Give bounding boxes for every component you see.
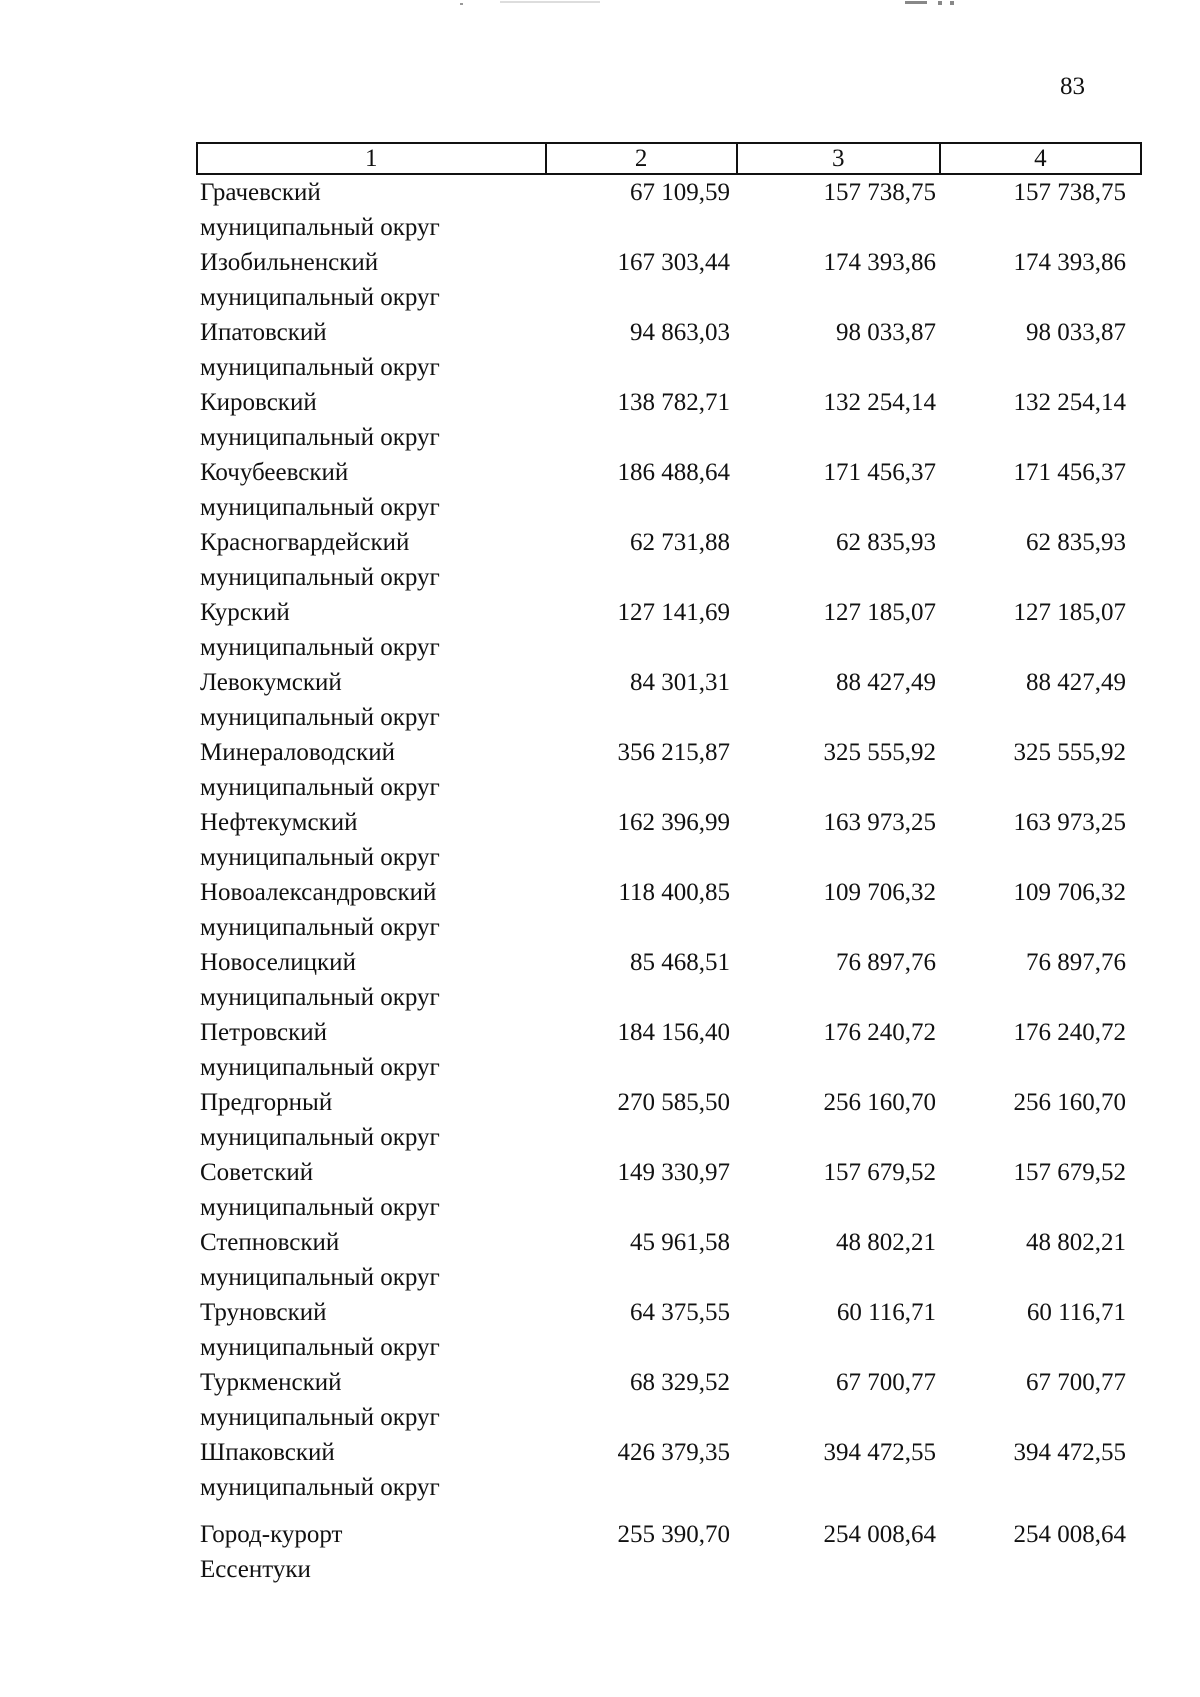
municipality-name-line2: муниципальный округ xyxy=(200,494,440,521)
value-column-4: 67 700,77 xyxy=(1026,1369,1126,1396)
municipality-name xyxy=(196,315,546,385)
municipality-name-line1: Петровский xyxy=(200,1019,328,1046)
municipality-name-line1: Туркменский xyxy=(200,1369,342,1396)
municipality-name-line1: Грачевский xyxy=(200,179,321,206)
table-row xyxy=(196,1435,1142,1505)
municipality-name-line1: Красногвардейский xyxy=(200,529,410,556)
value-column-4: 176 240,72 xyxy=(1013,1019,1126,1046)
value-column-2: 184 156,40 xyxy=(617,1019,730,1046)
municipality-name-line2: муниципальный округ xyxy=(200,284,440,311)
municipality-name xyxy=(196,385,546,455)
value-column-4: 256 160,70 xyxy=(1013,1089,1126,1116)
table-row xyxy=(196,1295,1142,1365)
municipality-name-line2: муниципальный округ xyxy=(200,1404,440,1431)
municipality-name xyxy=(196,1365,546,1435)
value-column-2: 62 731,88 xyxy=(630,529,730,556)
municipality-name-line1: Предгорный xyxy=(200,1089,333,1116)
table-row xyxy=(196,1155,1142,1225)
value-column-4: 62 835,93 xyxy=(1026,529,1126,556)
municipality-name-line2: муниципальный округ xyxy=(200,564,440,591)
municipality-name xyxy=(196,805,546,875)
municipality-name-line1: Кочубеевский xyxy=(200,459,349,486)
value-column-2: 67 109,59 xyxy=(630,179,730,206)
municipality-name xyxy=(196,1225,546,1295)
table-row xyxy=(196,665,1142,735)
value-column-4: 325 555,92 xyxy=(1013,739,1126,766)
municipality-name xyxy=(196,1517,546,1587)
municipality-name xyxy=(196,945,546,1015)
municipality-name-line2: муниципальный округ xyxy=(200,214,440,241)
value-column-3: 109 706,32 xyxy=(823,879,936,906)
municipality-name-line1: Новоселицкий xyxy=(200,949,356,976)
table-row xyxy=(196,1225,1142,1295)
municipality-name xyxy=(196,595,546,665)
municipality-name xyxy=(196,1015,546,1085)
table-row xyxy=(196,525,1142,595)
municipality-name-line2: муниципальный округ xyxy=(200,1124,440,1151)
municipality-name-line2: муниципальный округ xyxy=(200,1474,440,1501)
value-column-2: 186 488,64 xyxy=(617,459,730,486)
value-column-4: 109 706,32 xyxy=(1013,879,1126,906)
value-column-2: 138 782,71 xyxy=(617,389,730,416)
scan-artifacts xyxy=(0,0,1200,14)
table-row xyxy=(196,805,1142,875)
value-column-4: 254 008,64 xyxy=(1013,1521,1126,1548)
column-header-3: 3 xyxy=(738,144,941,173)
municipality-name xyxy=(196,525,546,595)
table-row xyxy=(196,385,1142,455)
municipality-name-line1: Изобильненский xyxy=(200,249,379,276)
value-column-4: 174 393,86 xyxy=(1013,249,1126,276)
municipality-name xyxy=(196,1085,546,1155)
value-column-4: 171 456,37 xyxy=(1013,459,1126,486)
table-row xyxy=(196,455,1142,525)
municipality-name-line2: муниципальный округ xyxy=(200,984,440,1011)
value-column-3: 132 254,14 xyxy=(823,389,936,416)
value-column-3: 62 835,93 xyxy=(836,529,936,556)
value-column-3: 67 700,77 xyxy=(836,1369,936,1396)
table-row xyxy=(196,1085,1142,1155)
table-row xyxy=(196,175,1142,245)
value-column-4: 60 116,71 xyxy=(1026,1299,1126,1326)
municipality-name-line2: муниципальный округ xyxy=(200,634,440,661)
value-column-2: 84 301,31 xyxy=(630,669,730,696)
table-row xyxy=(196,875,1142,945)
value-column-2: 149 330,97 xyxy=(617,1159,730,1186)
value-column-4: 127 185,07 xyxy=(1013,599,1126,626)
value-column-3: 176 240,72 xyxy=(823,1019,936,1046)
municipality-name xyxy=(196,875,546,945)
column-header-4: 4 xyxy=(1034,145,1047,172)
municipality-name xyxy=(196,455,546,525)
value-column-2: 356 215,87 xyxy=(617,739,730,766)
municipality-name-line1: Новоалександровский xyxy=(200,879,437,906)
value-column-4: 394 472,55 xyxy=(1013,1439,1126,1466)
municipality-name-line1: Степновский xyxy=(200,1229,340,1256)
value-column-3: 127 185,07 xyxy=(823,599,936,626)
municipality-name-line1: Советский xyxy=(200,1159,314,1186)
value-column-3: 60 116,71 xyxy=(836,1299,936,1326)
table-row xyxy=(196,1015,1142,1085)
municipality-name-line2: муниципальный округ xyxy=(200,704,440,731)
municipality-name-line2: муниципальный округ xyxy=(200,1054,440,1081)
table-header-row xyxy=(196,142,1142,175)
municipality-name-line2: муниципальный округ xyxy=(200,914,440,941)
municipality-name xyxy=(196,1435,546,1505)
municipality-name-line2: муниципальный округ xyxy=(200,1264,440,1291)
value-column-2: 64 375,55 xyxy=(630,1299,730,1326)
value-column-3: 171 456,37 xyxy=(823,459,936,486)
value-column-3: 157 679,52 xyxy=(823,1159,936,1186)
table-row xyxy=(196,945,1142,1015)
value-column-2: 426 379,35 xyxy=(617,1439,730,1466)
municipality-name-line2: муниципальный округ xyxy=(200,1194,440,1221)
value-column-3: 174 393,86 xyxy=(823,249,936,276)
column-header-2: 2 xyxy=(547,144,738,173)
budget-table xyxy=(196,142,1142,1587)
municipality-name xyxy=(196,245,546,315)
municipality-name-line2: муниципальный округ xyxy=(200,774,440,801)
municipality-name xyxy=(196,735,546,805)
value-column-3: 325 555,92 xyxy=(823,739,936,766)
municipality-name xyxy=(196,665,546,735)
value-column-4: 98 033,87 xyxy=(1026,319,1126,346)
value-column-3: 163 973,25 xyxy=(823,809,936,836)
table-row xyxy=(196,595,1142,665)
municipality-name-line1: Минераловодский xyxy=(200,739,396,766)
value-column-4: 157 679,52 xyxy=(1013,1159,1126,1186)
value-column-2: 45 961,58 xyxy=(630,1229,730,1256)
value-column-3: 88 427,49 xyxy=(836,669,936,696)
municipality-name-line2: муниципальный округ xyxy=(200,424,440,451)
municipality-name-line1: Нефтекумский xyxy=(200,809,358,836)
value-column-4: 157 738,75 xyxy=(1013,179,1126,206)
table-row xyxy=(196,1365,1142,1435)
value-column-4: 76 897,76 xyxy=(1026,949,1126,976)
value-column-2: 162 396,99 xyxy=(617,809,730,836)
municipality-name-line1: Труновский xyxy=(200,1299,327,1326)
page-number: 83 xyxy=(1060,73,1085,100)
value-column-4: 163 973,25 xyxy=(1013,809,1126,836)
value-column-3: 157 738,75 xyxy=(823,179,936,206)
municipality-name-line1: Ипатовский xyxy=(200,319,327,346)
value-column-3: 254 008,64 xyxy=(823,1521,936,1548)
value-column-3: 48 802,21 xyxy=(836,1229,936,1256)
value-column-4: 132 254,14 xyxy=(1013,389,1126,416)
table-row xyxy=(196,1517,1142,1587)
value-column-3: 256 160,70 xyxy=(823,1089,936,1116)
column-header-1: 1 xyxy=(198,144,547,173)
value-column-2: 127 141,69 xyxy=(617,599,730,626)
municipality-name-line1: Курский xyxy=(200,599,290,626)
value-column-2: 270 585,50 xyxy=(617,1089,730,1116)
municipality-name-line1: Кировский xyxy=(200,389,317,416)
value-column-3: 394 472,55 xyxy=(823,1439,936,1466)
value-column-2: 255 390,70 xyxy=(617,1521,730,1548)
value-column-2: 85 468,51 xyxy=(630,949,730,976)
municipality-name-line2: муниципальный округ xyxy=(200,1334,440,1361)
municipality-name xyxy=(196,1295,546,1365)
value-column-2: 68 329,52 xyxy=(630,1369,730,1396)
table-row xyxy=(196,735,1142,805)
table-row xyxy=(196,315,1142,385)
value-column-4: 88 427,49 xyxy=(1026,669,1126,696)
table-body xyxy=(196,175,1142,1587)
value-column-2: 118 400,85 xyxy=(618,879,730,906)
value-column-2: 167 303,44 xyxy=(617,249,730,276)
value-column-3: 76 897,76 xyxy=(836,949,936,976)
value-column-2: 94 863,03 xyxy=(630,319,730,346)
municipality-name-line1: Шпаковский xyxy=(200,1439,335,1466)
value-column-4: 48 802,21 xyxy=(1026,1229,1126,1256)
municipality-name xyxy=(196,1155,546,1225)
municipality-name-line1: Левокумский xyxy=(200,669,342,696)
municipality-name xyxy=(196,175,546,245)
municipality-name-line2: муниципальный округ xyxy=(200,844,440,871)
municipality-name-line2: Ессентуки xyxy=(200,1556,311,1583)
municipality-name-line2: муниципальный округ xyxy=(200,354,440,381)
table-row xyxy=(196,245,1142,315)
value-column-3: 98 033,87 xyxy=(836,319,936,346)
municipality-name-line1: Город-курорт xyxy=(200,1521,343,1548)
